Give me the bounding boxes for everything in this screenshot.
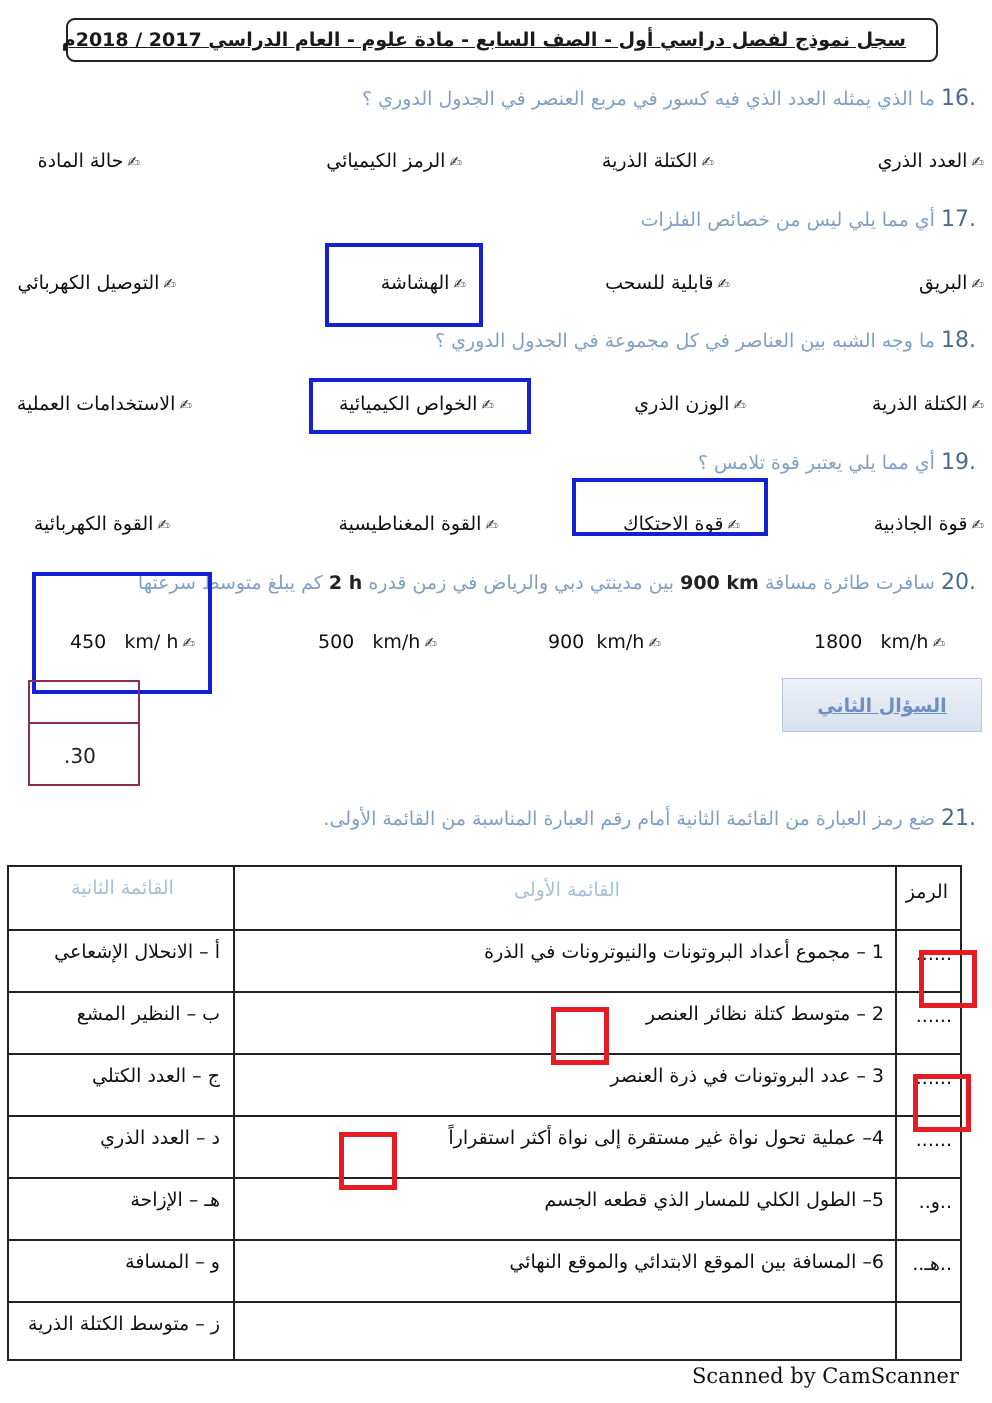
pen-icon: ✍ bbox=[971, 153, 984, 171]
option-label: العدد الذري bbox=[877, 150, 968, 172]
header-title: سجل نموذج لفصل دراسي أول - الصف السابع - مادة علوم - العام الدراسي 2017 / 2018م bbox=[61, 29, 906, 51]
question-20-distance: 900 km bbox=[680, 572, 759, 594]
question-19-text: أي مما يلي يعتبر قوة تلامس ؟ bbox=[697, 452, 935, 474]
q16-option-3[interactable] bbox=[326, 150, 462, 172]
question-21-text: ضع رمز العبارة من القائمة الثانية أمام رقم العبارة المناسبة من القائمة الأولى. bbox=[323, 808, 935, 830]
q16-option-4[interactable] bbox=[38, 150, 140, 172]
question-16 bbox=[362, 86, 976, 111]
pen-icon: ✍ bbox=[481, 396, 494, 414]
row-5-symbol[interactable]: ..و.. bbox=[918, 1191, 952, 1213]
question-16-number: .16 bbox=[941, 86, 976, 111]
q20-option-2[interactable] bbox=[548, 631, 661, 653]
pen-icon: ✍ bbox=[932, 634, 946, 652]
answer-marker-box bbox=[339, 1132, 397, 1190]
pen-icon: ✍ bbox=[485, 516, 498, 534]
pen-icon: ✍ bbox=[701, 153, 714, 171]
score-label: .30 bbox=[64, 744, 96, 768]
answer-marker-box bbox=[919, 950, 977, 1008]
pen-icon: ✍ bbox=[163, 275, 176, 293]
header-list2: القائمة الثانية bbox=[71, 877, 174, 899]
row-1-symbol[interactable]: ...... bbox=[915, 943, 952, 965]
pen-icon: ✍ bbox=[449, 153, 462, 171]
row-7-answer: ز – متوسط الكتلة الذرية bbox=[28, 1313, 220, 1335]
row-3-item: 3 – عدد البروتونات في ذرة العنصر bbox=[610, 1065, 884, 1087]
q17-option-4[interactable] bbox=[18, 272, 177, 294]
option-label: القوة الكهربائية bbox=[33, 513, 154, 535]
question-17-number: .17 bbox=[941, 207, 976, 232]
question-21-number: .21 bbox=[941, 806, 976, 831]
option-label: القوة المغناطيسية bbox=[338, 513, 482, 535]
option-label: حالة المادة bbox=[37, 150, 124, 172]
q18-option-4[interactable] bbox=[17, 393, 192, 415]
question-16-text: ما الذي يمثله العدد الذي فيه كسور في مربع العنصر في الجدول الدوري ؟ bbox=[362, 88, 935, 110]
pen-icon: ✍ bbox=[182, 634, 195, 652]
q17-option-2[interactable] bbox=[605, 272, 730, 294]
table-divider bbox=[9, 1301, 960, 1303]
table-divider bbox=[9, 991, 960, 993]
option-label: 500 km/h bbox=[318, 631, 421, 653]
q19-option-4[interactable] bbox=[34, 513, 170, 535]
row-3-symbol[interactable]: ...... bbox=[915, 1067, 952, 1089]
pen-icon: ✍ bbox=[733, 396, 746, 414]
option-label: الخواص الكيميائية bbox=[338, 393, 478, 415]
pen-icon: ✍ bbox=[971, 516, 984, 534]
row-6-item: 6– المسافة بين الموقع الابتدائي والموقع النهائي bbox=[509, 1251, 884, 1273]
pen-icon: ✍ bbox=[179, 396, 192, 414]
row-2-answer: ب – النظير المشع bbox=[76, 1003, 220, 1025]
question-20-text-c: كم يبلغ متوسط سرعتها bbox=[137, 572, 323, 594]
row-4-item: 4– عملية تحول نواة غير مستقرة إلى نواة أكثر استقراراً bbox=[448, 1127, 884, 1149]
q18-option-1[interactable] bbox=[872, 393, 984, 415]
answer-highlight-box bbox=[309, 378, 531, 434]
question-20-time: 2 h bbox=[328, 572, 363, 594]
question-17 bbox=[641, 207, 976, 232]
question-18-number: .18 bbox=[941, 328, 976, 353]
question-20-text-b: بين مدينتي دبي والرياض في زمن قدره bbox=[368, 572, 675, 594]
question-19 bbox=[698, 450, 976, 475]
q16-option-2[interactable] bbox=[602, 150, 714, 172]
pen-icon: ✍ bbox=[157, 516, 170, 534]
option-label: الرمز الكيميائي bbox=[326, 150, 446, 172]
q18-option-2[interactable] bbox=[634, 393, 746, 415]
answer-highlight-box bbox=[572, 478, 768, 536]
option-label: قوة الاحتكاك bbox=[622, 513, 724, 535]
pen-icon: ✍ bbox=[727, 516, 740, 534]
question-20-number: .20 bbox=[941, 570, 976, 595]
table-divider bbox=[9, 1115, 960, 1117]
option-label: الهشاشة bbox=[380, 272, 450, 294]
header-symbol: الرمز bbox=[905, 881, 948, 903]
pen-icon: ✍ bbox=[971, 396, 984, 414]
row-4-symbol[interactable]: ...... bbox=[915, 1129, 952, 1151]
question-18 bbox=[435, 328, 976, 353]
pen-icon: ✍ bbox=[648, 634, 661, 652]
answer-marker-box bbox=[551, 1007, 609, 1065]
row-2-symbol[interactable]: ...... bbox=[915, 1005, 952, 1027]
row-1-item: 1 – مجموع أعداد البروتونات والنيوترونات في الذرة bbox=[484, 941, 884, 963]
row-2-item: 2 – متوسط كتلة نظائر العنصر bbox=[645, 1003, 884, 1025]
answer-highlight-box bbox=[325, 243, 483, 327]
question-18-text: ما وجه الشبه بين العناصر في كل مجموعة في الجدول الدوري ؟ bbox=[434, 330, 935, 352]
pen-icon: ✍ bbox=[127, 153, 140, 171]
option-label: البريق bbox=[919, 272, 968, 294]
table-divider bbox=[9, 1239, 960, 1241]
option-label: 1800 km/h bbox=[814, 631, 929, 653]
option-label: التوصيل الكهربائي bbox=[17, 272, 160, 294]
question-20-text-a: سافرت طائرة مسافة bbox=[764, 572, 935, 594]
option-label: قابلية للسحب bbox=[605, 272, 714, 294]
row-6-symbol[interactable]: ..هـ.. bbox=[912, 1253, 952, 1275]
score-divider bbox=[30, 722, 138, 724]
q19-option-1[interactable] bbox=[874, 513, 984, 535]
question-21 bbox=[323, 806, 976, 831]
q20-option-1[interactable] bbox=[814, 631, 945, 653]
table-divider bbox=[9, 929, 960, 931]
option-label: قوة الجاذبية bbox=[873, 513, 968, 535]
row-1-answer: أ – الانحلال الإشعاعي bbox=[54, 941, 220, 963]
question-19-number: .19 bbox=[941, 450, 976, 475]
matching-table bbox=[7, 865, 962, 1361]
table-divider bbox=[9, 1177, 960, 1179]
row-5-answer: هـ – الإزاحة bbox=[130, 1189, 220, 1211]
row-3-answer: ج – العدد الكتلي bbox=[92, 1065, 220, 1087]
question-17-text: أي مما يلي ليس من خصائص الفلزات bbox=[640, 209, 935, 231]
option-label: الكتلة الذرية bbox=[871, 393, 968, 415]
option-label: 900 km/h bbox=[548, 631, 645, 653]
table-divider bbox=[895, 867, 897, 1359]
pen-icon: ✍ bbox=[971, 275, 984, 293]
row-5-item: 5– الطول الكلي للمسار الذي قطعه الجسم bbox=[544, 1189, 884, 1211]
option-label: الكتلة الذرية bbox=[601, 150, 698, 172]
answer-marker-box bbox=[913, 1074, 971, 1132]
q16-option-1[interactable] bbox=[878, 150, 984, 172]
option-label: الاستخدامات العملية bbox=[16, 393, 176, 415]
question-20 bbox=[138, 570, 976, 595]
table-divider bbox=[233, 867, 235, 1359]
scanner-footer: Scanned by CamScanner bbox=[692, 1364, 959, 1388]
pen-icon: ✍ bbox=[717, 275, 730, 293]
q17-option-1[interactable] bbox=[919, 272, 984, 294]
option-label: 450 km/ h bbox=[70, 631, 179, 653]
pen-icon: ✍ bbox=[453, 275, 466, 293]
q19-option-3[interactable] bbox=[338, 513, 498, 535]
score-box bbox=[28, 680, 140, 786]
row-4-answer: د – العدد الذري bbox=[100, 1127, 220, 1149]
header-list1: القائمة الأولى bbox=[514, 879, 620, 901]
answer-highlight-box bbox=[32, 572, 212, 694]
pen-icon: ✍ bbox=[424, 634, 437, 652]
table-divider bbox=[9, 1053, 960, 1055]
header-box bbox=[61, 18, 938, 62]
option-label: الوزن الذري bbox=[634, 393, 730, 415]
second-question-button[interactable]: السؤال الثاني bbox=[782, 678, 982, 732]
q20-option-3[interactable] bbox=[318, 631, 437, 653]
row-6-answer: و – المسافة bbox=[125, 1251, 220, 1273]
